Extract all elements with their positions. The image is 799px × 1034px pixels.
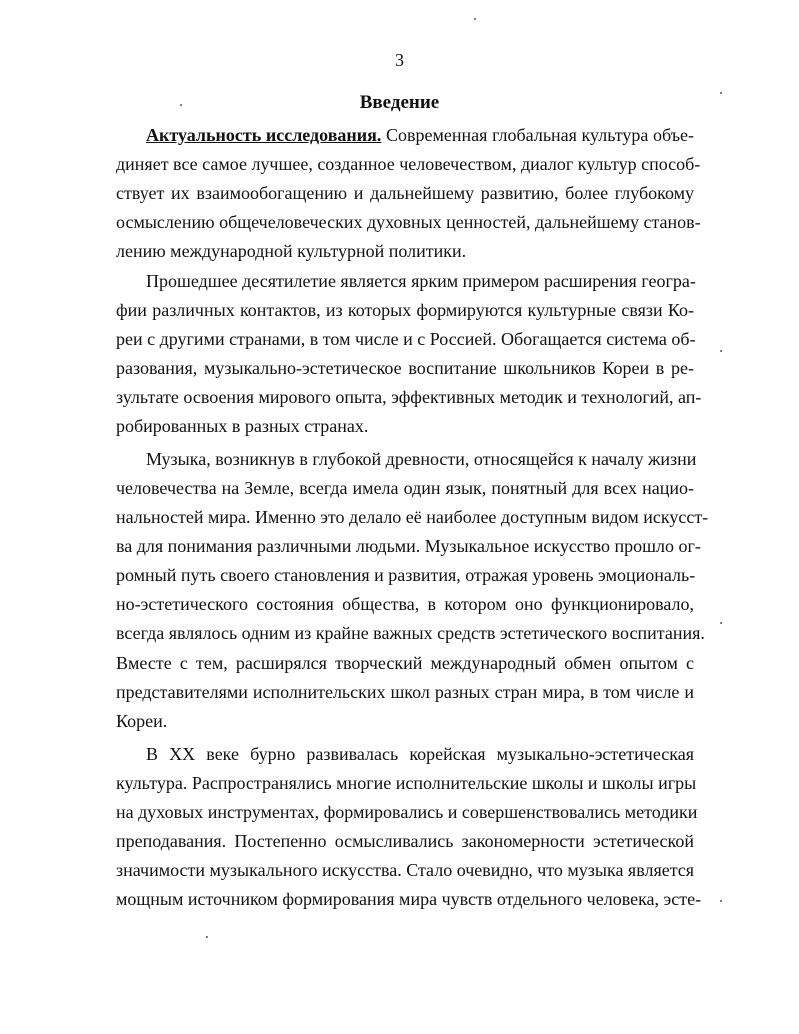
scan-speck: [180, 104, 182, 106]
text-line: преподавания. Постепенно осмысливались закономерности эстетической: [116, 831, 694, 851]
text-line: культура. Распространялись многие исполнительские школы и школы игры: [116, 773, 697, 793]
page-number: 3: [395, 50, 404, 70]
text-line: значимости музыкального искусства. Стало очевидно, что музыка является: [116, 860, 695, 880]
text-line-part: Современная глобальная культура объе-: [381, 125, 694, 145]
text-line: робированных в разных странах.: [116, 416, 369, 436]
scan-speck: [720, 350, 722, 352]
text-line: фии различных контактов, из которых формируются культурные связи Ко-: [116, 300, 694, 320]
text-line: ромный путь своего становления и развития, отражая уровень эмоциональ-: [116, 565, 696, 585]
text-line: мощным источником формирования мира чувств отдельного человека, эсте-: [116, 889, 702, 909]
text-line: лению международной культурной политики.: [116, 241, 467, 261]
text-line: Прошедшее десятилетие является ярким примером расширения геогра-: [146, 271, 696, 291]
scan-speck: [720, 900, 722, 902]
page-title: Введение: [359, 92, 440, 113]
text-line: зультате освоения мирового опыта, эффективных методик и технологий, ап-: [116, 387, 702, 407]
text-line: представителями исполнительских школ разных стран мира, в том числе и: [116, 682, 694, 702]
scan-speck: [720, 92, 722, 94]
text-line: [146, 124, 694, 146]
text-line: ва для понимания различными людьми. Музыкальное искусство прошло ог-: [116, 536, 701, 556]
text-line: осмыслению общечеловеческих духовных ценностей, дальнейшему станов-: [116, 212, 701, 232]
scan-speck: [720, 622, 722, 624]
text-line: человечества на Земле, всегда имела один язык, понятный для всех нацио-: [116, 478, 694, 498]
text-line: нальностей мира. Именно это делало её наиболее доступным видом искусст-: [116, 507, 709, 527]
text-line: Вместе с тем, расширялся творческий международный обмен опытом с: [116, 653, 694, 673]
text-line: диняет все самое лучшее, созданное человечеством, диалог культур способ-: [116, 154, 701, 174]
text-line: но-эстетического состояния общества, в котором оно функционировало,: [116, 594, 694, 614]
section-lead-heading: Актуальность исследования.: [146, 125, 382, 145]
text-line: Кореи.: [116, 711, 168, 731]
text-line: Музыка, возникнув в глубокой древности, относящейся к началу жизни: [146, 449, 697, 469]
text-line: на духовых инструментах, формировались и совершенствовались методики: [116, 802, 698, 822]
text-line: ствует их взаимообогащению и дальнейшему развитию, более глубокому: [116, 183, 694, 203]
scan-speck: [206, 936, 208, 938]
text-line: разования, музыкально-эстетическое воспитание школьников Кореи в ре-: [116, 358, 694, 378]
scan-speck: [474, 18, 476, 20]
text-line: В XX веке бурно развивалась корейская музыкально-эстетическая: [146, 744, 694, 764]
text-line: реи с другими странами, в том числе и с Россией. Обогащается система об-: [116, 329, 696, 349]
text-line: всегда являлось одним из крайне важных средств эстетического воспитания.: [116, 623, 705, 643]
